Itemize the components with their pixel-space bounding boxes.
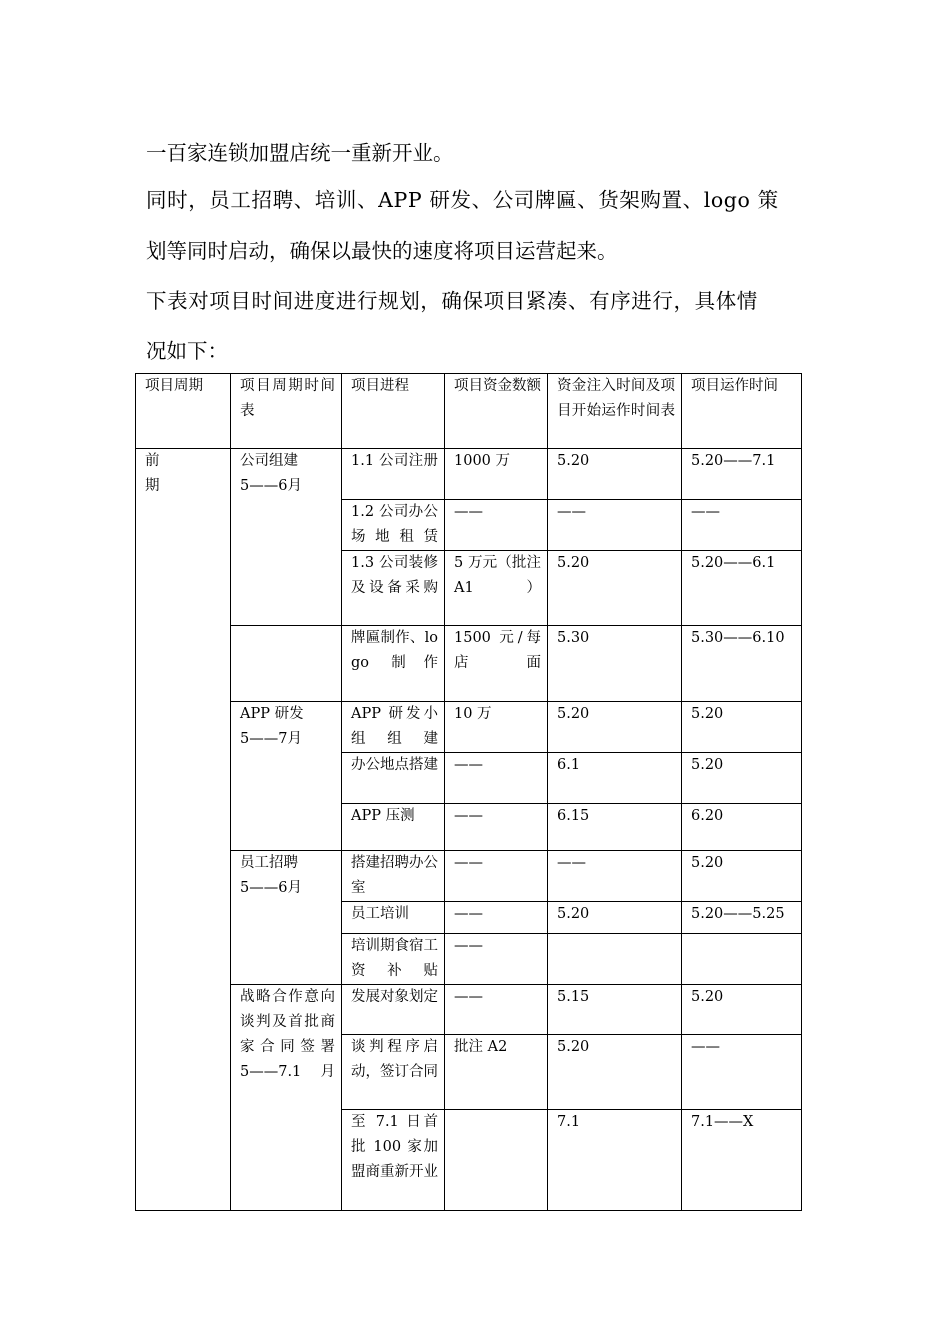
process-cell: 1.2 公司办公场地租赁	[342, 500, 445, 551]
inject-cell: 6.15	[548, 804, 682, 851]
table-row	[136, 449, 802, 500]
inject-cell: 5.20	[548, 902, 682, 934]
amount-cell: 5 万元（批注 A1）	[445, 551, 548, 626]
run-cell: 5.30——6.10	[682, 626, 802, 702]
amount-cell: 1500 元/每店面	[445, 626, 548, 702]
project-schedule-table	[135, 373, 802, 1211]
inject-cell: 5.20	[548, 1035, 682, 1110]
paragraph-opening-line: 一百家连锁加盟店统一重新开业。	[146, 141, 454, 165]
schedule-label: APP 研发 5——7月	[240, 706, 304, 747]
inject-cell: 5.30	[548, 626, 682, 702]
process-cell: 员工培训	[342, 902, 445, 934]
inject-cell: 5.15	[548, 985, 682, 1035]
process-cell: 1.3 公司装修及设备采购	[342, 551, 445, 626]
table-row	[136, 851, 802, 902]
run-cell: 5.20	[682, 985, 802, 1035]
amount-cell: ——	[445, 804, 548, 851]
header-run-time: 项目运作时间	[682, 374, 802, 449]
paragraph-table-intro-line1: 下表对项目时间进度进行规划，确保项目紧凑、有序进行，具体情	[146, 289, 758, 313]
paragraph-table-intro-line2: 况如下：	[146, 339, 228, 363]
run-cell: 5.20	[682, 753, 802, 804]
amount-cell: ——	[445, 500, 548, 551]
inject-cell: ——	[548, 851, 682, 902]
run-cell: ——	[682, 1035, 802, 1110]
schedule-label: 公司组建 5——6月	[240, 453, 302, 494]
table-row	[136, 702, 802, 753]
paragraph-parallel-start-line2: 划等同时启动，确保以最快的速度将项目运营起来。	[146, 239, 618, 263]
run-cell: 5.20——7.1	[682, 449, 802, 500]
inject-cell: 5.20	[548, 551, 682, 626]
amount-cell: 10 万	[445, 702, 548, 753]
schedule-label: 战略合作意向谈判及首批商家合同签署 5——7.1月	[240, 989, 335, 1080]
run-cell: 6.20	[682, 804, 802, 851]
process-cell: APP 研发小组组建	[342, 702, 445, 753]
schedule-cell	[231, 702, 342, 851]
run-cell: 5.20	[682, 702, 802, 753]
process-cell: APP 压测	[342, 804, 445, 851]
header-schedule: 项目周期时间表	[231, 374, 342, 449]
header-inject-time: 资金注入时间及项目开始运作时间表	[548, 374, 682, 449]
process-cell: 至 7.1 日首批 100 家加盟商重新开业	[342, 1110, 445, 1211]
period-label: 前期	[145, 453, 160, 494]
schedule-cell	[231, 851, 342, 985]
process-cell: 办公地点搭建	[342, 753, 445, 804]
run-cell: 5.20——6.1	[682, 551, 802, 626]
header-amount: 项目资金数额	[445, 374, 548, 449]
inject-cell: ——	[548, 500, 682, 551]
process-cell: 谈判程序启动，签订合同	[342, 1035, 445, 1110]
schedule-cell	[231, 449, 342, 626]
table-row	[136, 985, 802, 1035]
process-cell: 搭建招聘办公室	[342, 851, 445, 902]
run-cell: 5.20	[682, 851, 802, 902]
paragraph-parallel-start-line1: 同时，员工招聘、培训、APP 研发、公司牌匾、货架购置、logo 策	[146, 188, 779, 212]
process-cell: 培训期食宿工资补贴	[342, 934, 445, 985]
amount-cell: ——	[445, 934, 548, 985]
schedule-cell	[231, 626, 342, 702]
schedule-cell	[231, 985, 342, 1211]
process-cell: 牌匾制作、logo 制作	[342, 626, 445, 702]
run-cell: ——	[682, 500, 802, 551]
process-cell: 发展对象划定	[342, 985, 445, 1035]
amount-cell: ——	[445, 985, 548, 1035]
run-cell: 7.1——X	[682, 1110, 802, 1211]
inject-cell: 6.1	[548, 753, 682, 804]
amount-cell: ——	[445, 902, 548, 934]
amount-cell: ——	[445, 753, 548, 804]
inject-cell: 5.20	[548, 449, 682, 500]
table-header-row	[136, 374, 802, 449]
run-cell	[682, 934, 802, 985]
schedule-label: 员工招聘 5——6月	[240, 855, 302, 896]
process-cell: 1.1 公司注册	[342, 449, 445, 500]
amount-cell	[445, 1110, 548, 1211]
amount-cell: 1000 万	[445, 449, 548, 500]
run-cell: 5.20——5.25	[682, 902, 802, 934]
inject-cell	[548, 934, 682, 985]
amount-cell: 批注 A2	[445, 1035, 548, 1110]
header-process: 项目进程	[342, 374, 445, 449]
table-row	[136, 626, 802, 702]
inject-cell: 5.20	[548, 702, 682, 753]
amount-cell: ——	[445, 851, 548, 902]
period-cell	[136, 449, 231, 1211]
header-period: 项目周期	[136, 374, 231, 449]
inject-cell: 7.1	[548, 1110, 682, 1211]
